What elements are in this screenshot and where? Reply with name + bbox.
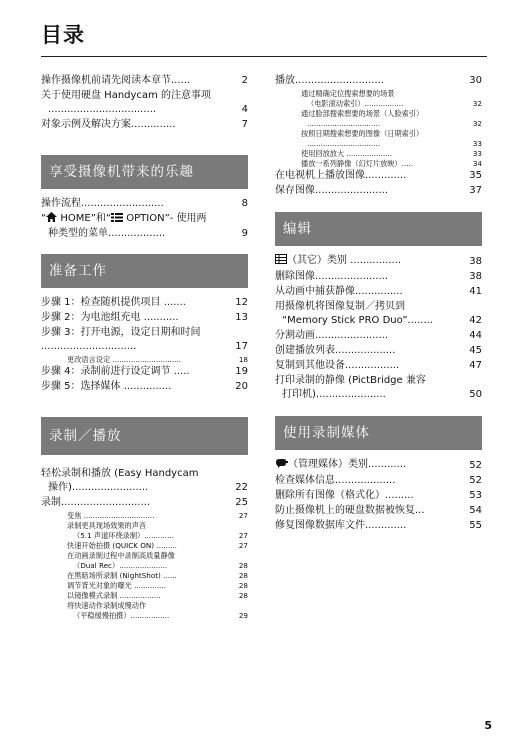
entry-page: 29 xyxy=(238,611,248,620)
entry-text: 将快速动作录制成慢动作 xyxy=(67,601,147,610)
entry-page: 2 xyxy=(241,75,248,86)
toc-entry[interactable] xyxy=(275,184,482,198)
toc-entry[interactable] xyxy=(41,380,248,394)
entry-page: 33 xyxy=(472,149,482,158)
entry-text: 步骤 5：选择媒体 ............... xyxy=(41,381,172,392)
entry-page: 32 xyxy=(472,119,482,128)
toc-entry[interactable] xyxy=(41,467,248,495)
toc-entry[interactable] xyxy=(275,74,482,88)
entry-text: 录制............................ xyxy=(41,497,151,508)
entry-page: 38 xyxy=(469,271,482,282)
entry-page: 53 xyxy=(469,490,482,501)
entry-text: 操作摄像机前请先阅读本章节...... xyxy=(41,75,191,86)
entry-page: 34 xyxy=(472,159,482,168)
entry-text: 创建播放列表................... xyxy=(275,345,396,356)
entry-text-cont: 种类型的菜单.................. xyxy=(48,228,166,239)
entry-text: 播放一系列静像（幻灯片放映）..... xyxy=(301,159,414,168)
entry-page: 33 xyxy=(472,139,482,148)
section-header-prepare: 准备工作 xyxy=(41,254,248,288)
entry-text: 通过精确定位搜索想要的场景 xyxy=(301,89,395,98)
entry-text: 修复图像数据库文件............. xyxy=(275,520,407,531)
page-title: 目录 xyxy=(41,23,85,47)
entry-page: 27 xyxy=(238,511,248,520)
toc-entry[interactable] xyxy=(41,296,248,310)
entry-text: 通过脸部搜索想要的场景（人脸索引） xyxy=(301,109,424,118)
toc-subentry[interactable] xyxy=(275,159,482,169)
entry-text-cont: （Dual Rec）..................... xyxy=(73,561,168,570)
toc-subentry[interactable] xyxy=(41,571,248,581)
entry-page: 45 xyxy=(469,345,482,356)
title-divider xyxy=(41,56,487,57)
entry-page: 13 xyxy=(235,312,248,323)
entry-page: 18 xyxy=(238,355,248,364)
other-category-icon xyxy=(275,254,287,269)
toc-entry[interactable] xyxy=(41,89,248,117)
entry-text: 操作流程.......................... xyxy=(41,198,164,209)
entry-text: 在动画录制过程中录制高质量静像 xyxy=(67,551,175,560)
toc-entry[interactable] xyxy=(275,344,482,358)
entry-text: 分割动画....................... xyxy=(275,330,389,341)
entry-page: 44 xyxy=(469,330,482,341)
entry-text: 删除所有图像（格式化）......... xyxy=(275,490,414,501)
toc-entry[interactable] xyxy=(41,74,248,88)
section-header-record-play: 录制／播放 xyxy=(41,417,248,455)
entry-page: 25 xyxy=(235,497,248,508)
toc-entry[interactable] xyxy=(275,300,482,328)
entry-text: 步骤 1：检查随机提供项目 ....... xyxy=(41,297,186,308)
toc-subentry[interactable] xyxy=(41,551,248,571)
entry-text: 检查媒体信息................... xyxy=(275,475,396,486)
entry-page: 28 xyxy=(238,581,248,590)
manage-media-icon xyxy=(275,458,288,473)
entry-page: 50 xyxy=(469,389,482,400)
entry-text: 保存图像....................... xyxy=(275,185,389,196)
entry-text: 播放............................ xyxy=(275,75,385,86)
home-icon xyxy=(46,212,57,227)
entry-text: 对象示例及解决方案.............. xyxy=(41,119,176,130)
entry-page: 22 xyxy=(235,482,248,493)
entry-text: 按照日期搜索想要的图像（日期索引） xyxy=(301,129,424,138)
page-number: 5 xyxy=(484,719,492,732)
entry-text-cont: （5.1 声道环绕录制）............. xyxy=(73,531,174,540)
toc-right-column xyxy=(275,74,482,534)
toc-subentry[interactable] xyxy=(41,581,248,591)
toc-entry[interactable] xyxy=(41,197,248,211)
toc-entry[interactable] xyxy=(275,285,482,299)
entry-page: 32 xyxy=(472,99,482,108)
entry-page: 47 xyxy=(469,360,482,371)
entry-text: 录制更具现场效果的声音 xyxy=(67,521,147,530)
entry-page: 41 xyxy=(469,286,482,297)
toc-entry[interactable] xyxy=(275,169,482,183)
toc-entry[interactable] xyxy=(275,359,482,373)
toc-subentry[interactable] xyxy=(41,541,248,551)
toc-entry[interactable] xyxy=(41,311,248,325)
entry-text-cont: “Memory Stick PRO Duo”........ xyxy=(282,315,433,326)
entry-page: 4 xyxy=(241,104,248,115)
entry-page: 28 xyxy=(238,571,248,580)
toc-left-column xyxy=(41,74,248,621)
entry-page: 52 xyxy=(469,460,482,471)
entry-text: 使用回放放大 .................... xyxy=(301,149,393,158)
toc-subentry[interactable] xyxy=(275,109,482,129)
toc-subentry[interactable] xyxy=(275,89,482,109)
toc-subentry[interactable] xyxy=(41,355,248,365)
toc-entry[interactable] xyxy=(275,474,482,488)
entry-page: 35 xyxy=(469,170,482,181)
toc-entry[interactable] xyxy=(275,458,482,473)
toc-entry[interactable] xyxy=(275,519,482,533)
toc-entry[interactable] xyxy=(275,270,482,284)
toc-subentry[interactable] xyxy=(275,129,482,149)
toc-subentry[interactable] xyxy=(41,601,248,621)
entry-page: 12 xyxy=(235,297,248,308)
entry-text: 在黑暗场所录制 (NightShot) ...... xyxy=(67,571,177,580)
entry-text: 步骤 3：打开电源，设定日期和时间 xyxy=(41,327,201,338)
entry-page: 28 xyxy=(238,561,248,570)
entry-text-cont: （平稳缓慢拍摄）................. xyxy=(73,611,170,620)
entry-page: 30 xyxy=(469,75,482,86)
entry-page: 54 xyxy=(469,505,482,516)
entry-page: 27 xyxy=(238,531,248,540)
entry-page: 9 xyxy=(241,228,248,239)
entry-page: 38 xyxy=(469,256,482,267)
entry-text: 轻松录制和播放 (Easy Handycam xyxy=(41,468,199,479)
entry-page: 8 xyxy=(241,198,248,209)
section-header-enjoy: 享受摄像机带来的乐趣 xyxy=(41,155,248,189)
entry-page: 52 xyxy=(469,475,482,486)
toc-entry[interactable] xyxy=(275,489,482,503)
entry-text-cont: .............................. xyxy=(41,341,137,352)
section-header-edit: 编辑 xyxy=(275,212,482,246)
entry-text: 从动画中捕获静像............... xyxy=(275,286,403,297)
entry-text-cont: 打印机)...................... xyxy=(282,389,386,400)
entry-text: 调节背光对象的曝光 .............. xyxy=(67,581,166,590)
toc-entry[interactable] xyxy=(41,365,248,379)
entry-text-cont: （电影滚动索引）................. xyxy=(307,99,404,108)
toc-entry[interactable] xyxy=(41,496,248,510)
entry-page: 37 xyxy=(469,185,482,196)
toc-entry[interactable] xyxy=(41,118,248,132)
entry-page: 42 xyxy=(469,315,482,326)
entry-text: 删除图像....................... xyxy=(275,271,389,282)
toc-entry[interactable] xyxy=(275,374,482,402)
entry-text: 在电视机上播放图像............. xyxy=(275,170,407,181)
entry-page: 20 xyxy=(235,381,248,392)
entry-text: 以镜像模式录制 .................. xyxy=(67,591,161,600)
entry-text: 防止摄像机上的硬盘数据被恢复... xyxy=(275,505,425,516)
toc-entry[interactable]: “ HOME”和“ OPTION”- 使用两 种类型的菜单.................. 9 xyxy=(41,213,248,239)
entry-text: 复制到其他设备................. xyxy=(275,360,400,371)
entry-page: 19 xyxy=(235,366,248,377)
toc-entry[interactable] xyxy=(275,504,482,518)
entry-text-cont: 操作)........................ xyxy=(48,482,149,493)
option-icon xyxy=(111,213,123,227)
entry-text: （其它）类别 ................ xyxy=(287,255,402,266)
toc-subentry[interactable] xyxy=(275,149,482,159)
entry-text: 变焦 ............................... xyxy=(67,511,155,520)
entry-text-cont: ................................ xyxy=(307,119,381,128)
entry-text: 关于使用硬盘 Handycam 的注意事项 xyxy=(41,90,211,101)
section-header-media: 使用录制媒体 xyxy=(275,416,482,450)
entry-text-cont: ................................ xyxy=(307,139,381,148)
entry-text: 更改语言设定 .............................. xyxy=(67,355,181,364)
toc-entry[interactable] xyxy=(41,326,248,354)
entry-page: 27 xyxy=(238,541,248,550)
entry-text: 打印录制的静像 (PictBridge 兼容 xyxy=(275,375,426,386)
toc-subentry[interactable] xyxy=(41,521,248,541)
entry-text: （管理媒体）类别............ xyxy=(288,459,407,470)
toc-entry[interactable] xyxy=(275,254,482,269)
entry-text: 步骤 4：录制前进行设定调节 ..... xyxy=(41,366,190,377)
entry-text-cont: .................................. xyxy=(48,104,157,115)
entry-page: 7 xyxy=(241,119,248,130)
toc-entry[interactable] xyxy=(275,329,482,343)
entry-page: 55 xyxy=(469,520,482,531)
toc-subentry[interactable] xyxy=(41,511,248,521)
entry-text: 步骤 2：为电池组充电 ........... xyxy=(41,312,179,323)
entry-text: 用摄像机将图像复制／拷贝到 xyxy=(275,301,405,312)
entry-page: 28 xyxy=(238,591,248,600)
entry-text: 快速开始拍摄 (QUICK ON) ......... xyxy=(67,541,177,550)
entry-page: 17 xyxy=(235,341,248,352)
toc-subentry[interactable] xyxy=(41,591,248,601)
